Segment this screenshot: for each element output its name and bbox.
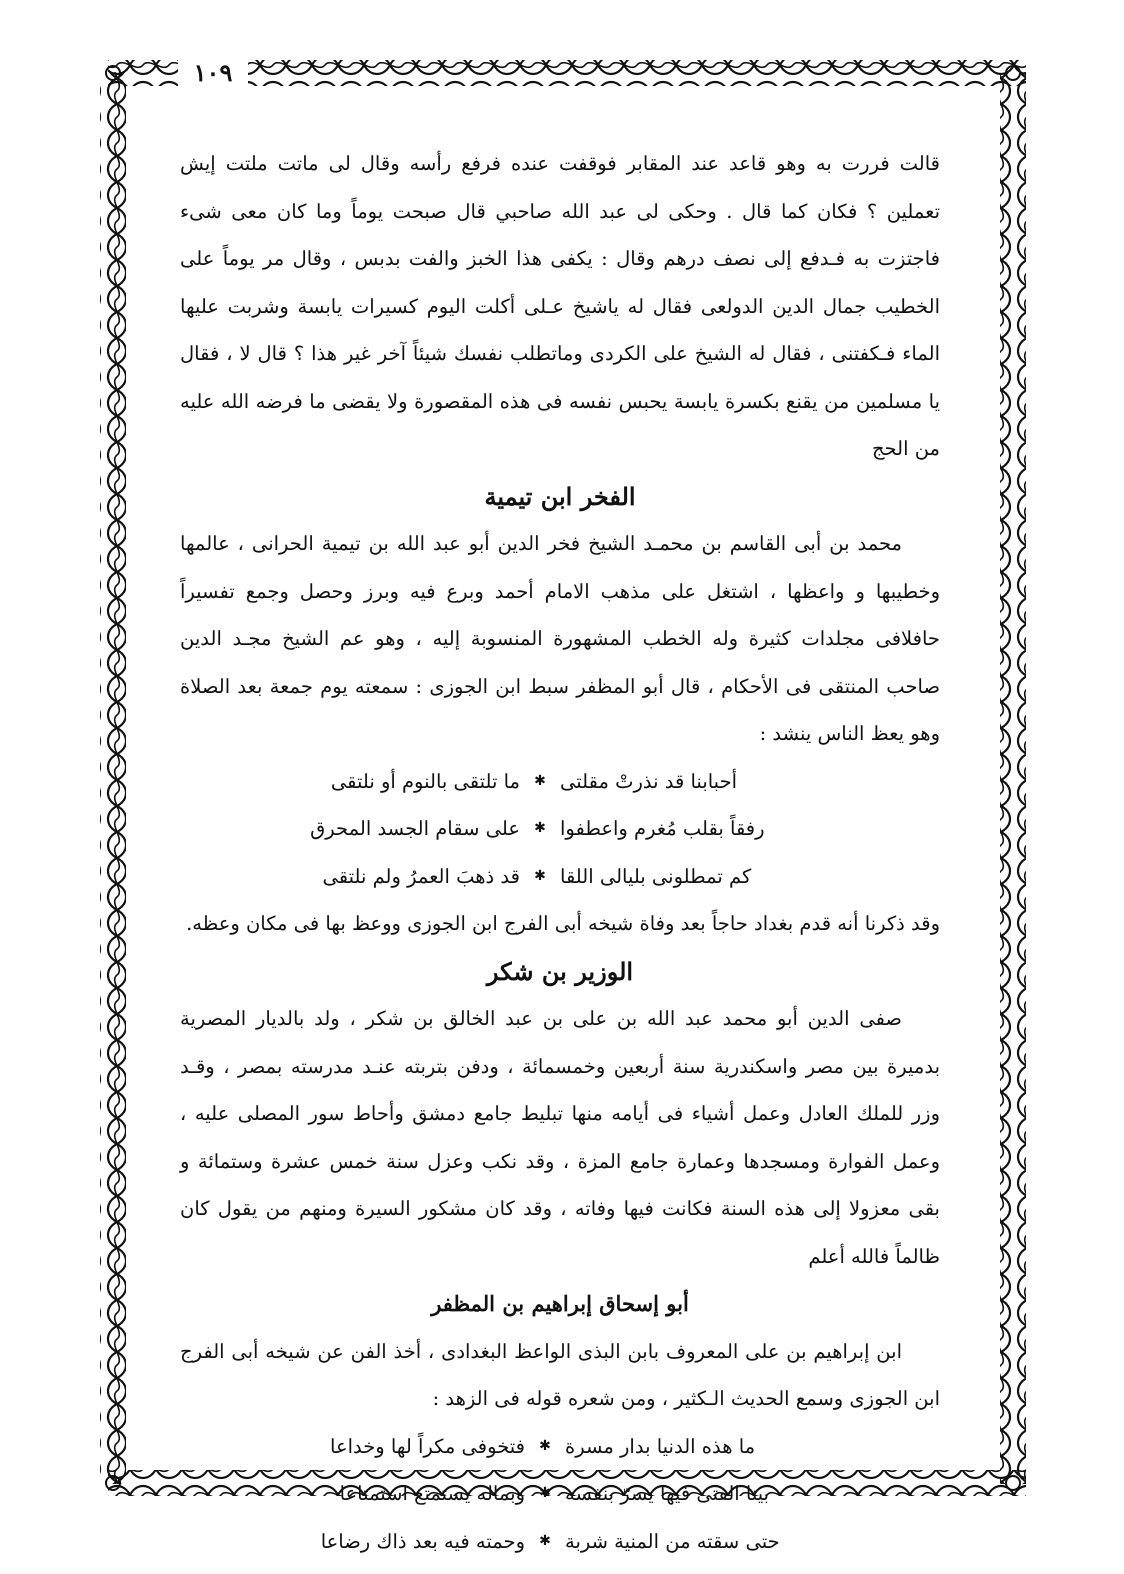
page-number: ١٠٩ bbox=[178, 56, 248, 90]
poem-fakhr bbox=[180, 758, 940, 901]
page-body bbox=[180, 140, 940, 1565]
verse-second-hemistich: وبماله يستمتع استمتاعا bbox=[339, 1482, 525, 1505]
verse-separator: ✱ bbox=[539, 1532, 551, 1549]
verse-second-hemistich: قد ذهبَ العمرُ ولم نلتقى bbox=[322, 864, 520, 888]
heading-abu-ishaq: أبو إسحاق إبراهيم بن المظفر bbox=[431, 1291, 689, 1316]
verse-separator: ✱ bbox=[534, 820, 546, 836]
paragraph-wazir-ibn-shukr: صفى الدين أبو محمد عبد الله بن على بن عبد الخالق بن شكر ، ولد بالديار المصرية بدميرة بين مصر واسكندرية سنة أربعين وخمسمائة ، ودفن بتربته عنـد مدرسته بمصر ، وقـد وزر للملك العادل وعمل أشياء فى أيامه منها تبليط جامع دمشق وأحاط سور المصلى عليه ، وعمل الفوارة ومسجدها وعمارة جامع المزة ، وقد نكب وعزل سنة خمس عشرة وستمائة و بقى معزولا إلى هذه السنة فكانت فيها وفاته ، وقد كان مشكور السيرة ومنهم من يقول كان ظالماً فالله أعلم bbox=[180, 1007, 940, 1268]
verse-first-hemistich: حتى سقته من المنية شربة bbox=[565, 1529, 780, 1553]
verse-separator: ✱ bbox=[534, 867, 546, 884]
paragraph-abu-ishaq: ابن إبراهيم بن على المعروف بابن البذى الواعظ البغدادى ، أخذ الفن عن شيخه أبى الفرج ابن الجوزى وسمع الحديث الـكثير ، ومن شعره قوله فى الزهد : bbox=[180, 1339, 940, 1410]
verse bbox=[180, 1470, 940, 1518]
verse-first-hemistich: بينا الفتى فيها يسرّ بنفسه bbox=[565, 1482, 770, 1505]
paragraph-after-poem: وقد ذكرنا أنه قدم بغداد حاجاً بعد وفاة شيخه أبى الفرج ابن الجوزى ووعظ بها فى مكان وعظه. bbox=[186, 912, 940, 935]
verse-first-hemistich: رفقاً بقلب مُغرم واعطفوا bbox=[560, 817, 765, 840]
verse-first-hemistich: ما هذه الدنيا بدار مسرة bbox=[565, 1434, 756, 1458]
poem-zuhd bbox=[180, 1423, 940, 1566]
verse bbox=[180, 805, 940, 853]
verse-second-hemistich: على سقام الجسد المحرق bbox=[310, 817, 520, 840]
heading-wazir-ibn-shukr: الوزير بن شكر bbox=[486, 956, 634, 986]
verse-second-hemistich: فتخوفى مكراً لها وخداعا bbox=[330, 1434, 525, 1458]
verse-first-hemistich: كم تمطلونى بليالى اللقا bbox=[560, 864, 752, 888]
paragraph-fakhr-ibn-taymiyya: محمد بن أبى القاسم بن محمـد الشيخ فخر الدين أبو عبد الله بن تيمية الحرانى ، عالمها وخطيبها و واعظها ، اشتغل على مذهب الامام أحمد وبرع فيه وبرز وحصل وجمع تفسيراً حافلافى مجلدات كثيرة وله الخطب المشهورة المنسوبة إليه ، وهو عم الشيخ مجـد الدين صاحب المنتقى فى الأحكام ، قال أبو المظفر سبط ابن الجوزى : سمعته يوم جمعة بعد الصلاة وهو يعظ الناس ينشد : bbox=[180, 532, 940, 745]
verse-second-hemistich: وحمته فيه بعد ذاك رضاعا bbox=[320, 1529, 525, 1553]
verse bbox=[180, 758, 940, 806]
verse bbox=[180, 1518, 940, 1566]
paragraph-continuation: قالت فررت به وهو قاعد عند المقابر فوقفت عنده فرفع رأسه وقال لى ماتت ملتت إيش تعملين ؟ فكان كما قال . وحكى لى عبد الله صاحبي قال صبحت يوماً وما كان معى شىء فاجتزت به فـدفع إلى نصف درهم وقال : يكفى هذا الخبز والفت بدبس ، وقال مر يوماً على الخطيب جمال الدين الدولعى فقال له ياشيخ عـلى أكلت اليوم كسيرات يابسة وشربت عليها الماء فـكفتنى ، فقال له الشيخ على الكردى وماتطلب نفسك شيئاً آخر غير هذا ؟ قال لا ، فقال يا مسلمين من يقنع بكسرة يابسة يحبس نفسه فى هذه المقصورة ولا يقضى ما فرضه الله عليه من الحج bbox=[180, 152, 940, 460]
verse-separator: ✱ bbox=[534, 772, 546, 789]
verse-first-hemistich: أحبابنا قد نذرتْ مقلتى bbox=[560, 769, 738, 793]
verse-separator: ✱ bbox=[539, 1485, 551, 1501]
verse bbox=[180, 853, 940, 901]
verse bbox=[180, 1423, 940, 1471]
heading-fakhr-ibn-taymiyya: الفخر ابن تيمية bbox=[484, 481, 636, 511]
verse-second-hemistich: ما تلتقى بالنوم أو نلتقى bbox=[330, 769, 520, 793]
verse-separator: ✱ bbox=[539, 1437, 551, 1454]
